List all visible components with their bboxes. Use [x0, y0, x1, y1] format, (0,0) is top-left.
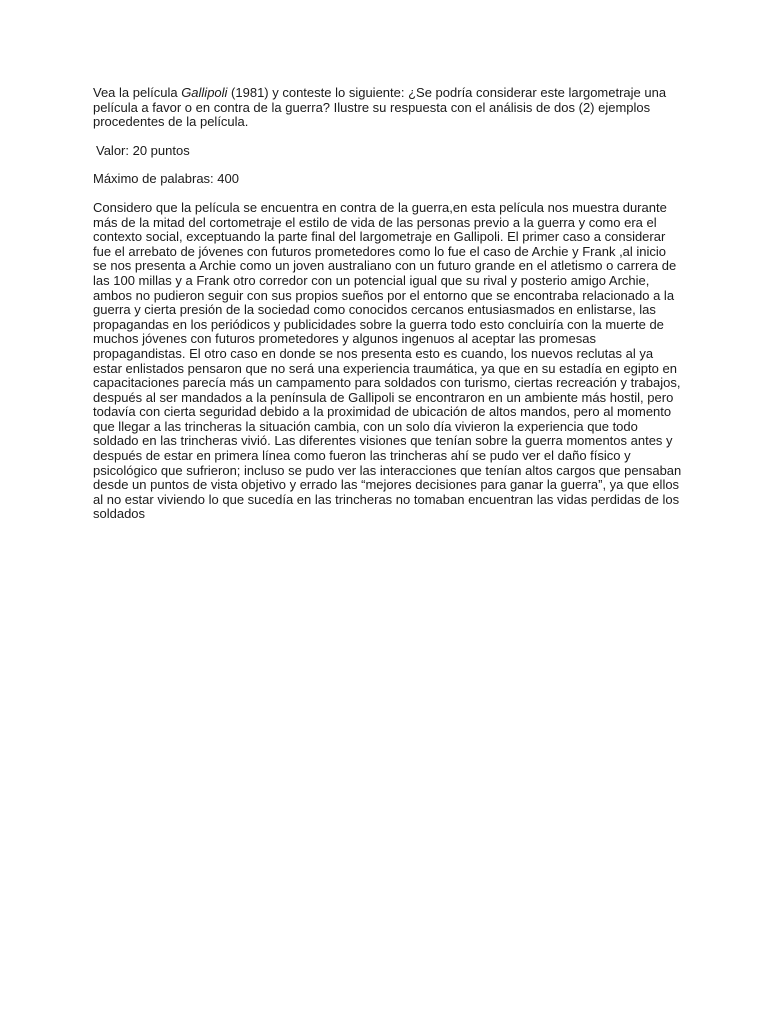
question-suffix: (1981) y conteste lo siguiente: ¿Se podría considerar este largometraje una película a favor o en contra de la guerra? Ilustre su respuesta con el análisis de dos (2) ejemplos procedentes de la película. [93, 85, 667, 130]
assignment-question [93, 86, 683, 130]
film-title: Gallipoli [181, 85, 228, 100]
assignment-value: Valor: 20 puntos [96, 142, 190, 158]
document-page [93, 86, 683, 522]
word-limit: Máximo de palabras: 400 [93, 171, 239, 187]
answer-paragraph: Considero que la película se encuentra en contra de la guerra,en esta película nos muestra durante más de la mitad del cortometraje el estilo de vida de las personas previo a la guerra y como era el contexto social, exceptuando la parte final del largometraje en Gallipoli. El primer caso a considerar fue el arrebato de jóvenes con futuros prometedores como lo fue el caso de Archie y Frank ,al inicio se nos presenta a Archie como un joven australiano con un futuro grande en el atletismo o carrera de las 100 millas y a Frank otro corredor con un potencial igual que su rival y posterio amigo Archie, ambos no pudieron seguir con sus propios sueños por el entorno que se encontraba relacionado a la guerra y cierta presión de la sociedad como conocidos cercanos entusiasmados en enlistarse, las propagandas en los periódicos y publicidades sobre la guerra todo esto concluiría con la muerte de muchos jóvenes con futuros prometedores y algunos ingenuos al aceptar las promesas propagandistas. El otro caso en donde se nos presenta esto es cuando, los nuevos reclutas al ya estar enlistados pensaron que no será una experiencia traumática, ya que en su estadía en egipto en capacitaciones parecía más un campamento para soldados con turismo, ciertas recreación y trabajos, después al ser mandados a la península de Gallipoli se encontraron en un ambiente más hostil, pero todavía con cierta seguridad debido a la proximidad de ubicación de altos mandos, pero al momento que llegar a las trincheras la situación cambia, con un solo día vivieron la experiencia que todo soldado en las trincheras vivió. Las diferentes visiones que tenían sobre la guerra momentos antes y después de estar en primera línea como fueron las trincheras ahí se pudo ver el daño físico y psicológico que sufrieron; incluso se pudo ver las interacciones que tenían altos cargos que pensaban desde un puntos de vista objetivo y errado las “mejores decisiones para ganar la guerra”, ya que ellos al no estar viviendo lo que sucedía en las trincheras no tomaban encuentran las vidas perdidas de los soldados [93, 199, 682, 522]
question-prefix: Vea la película [93, 85, 182, 100]
